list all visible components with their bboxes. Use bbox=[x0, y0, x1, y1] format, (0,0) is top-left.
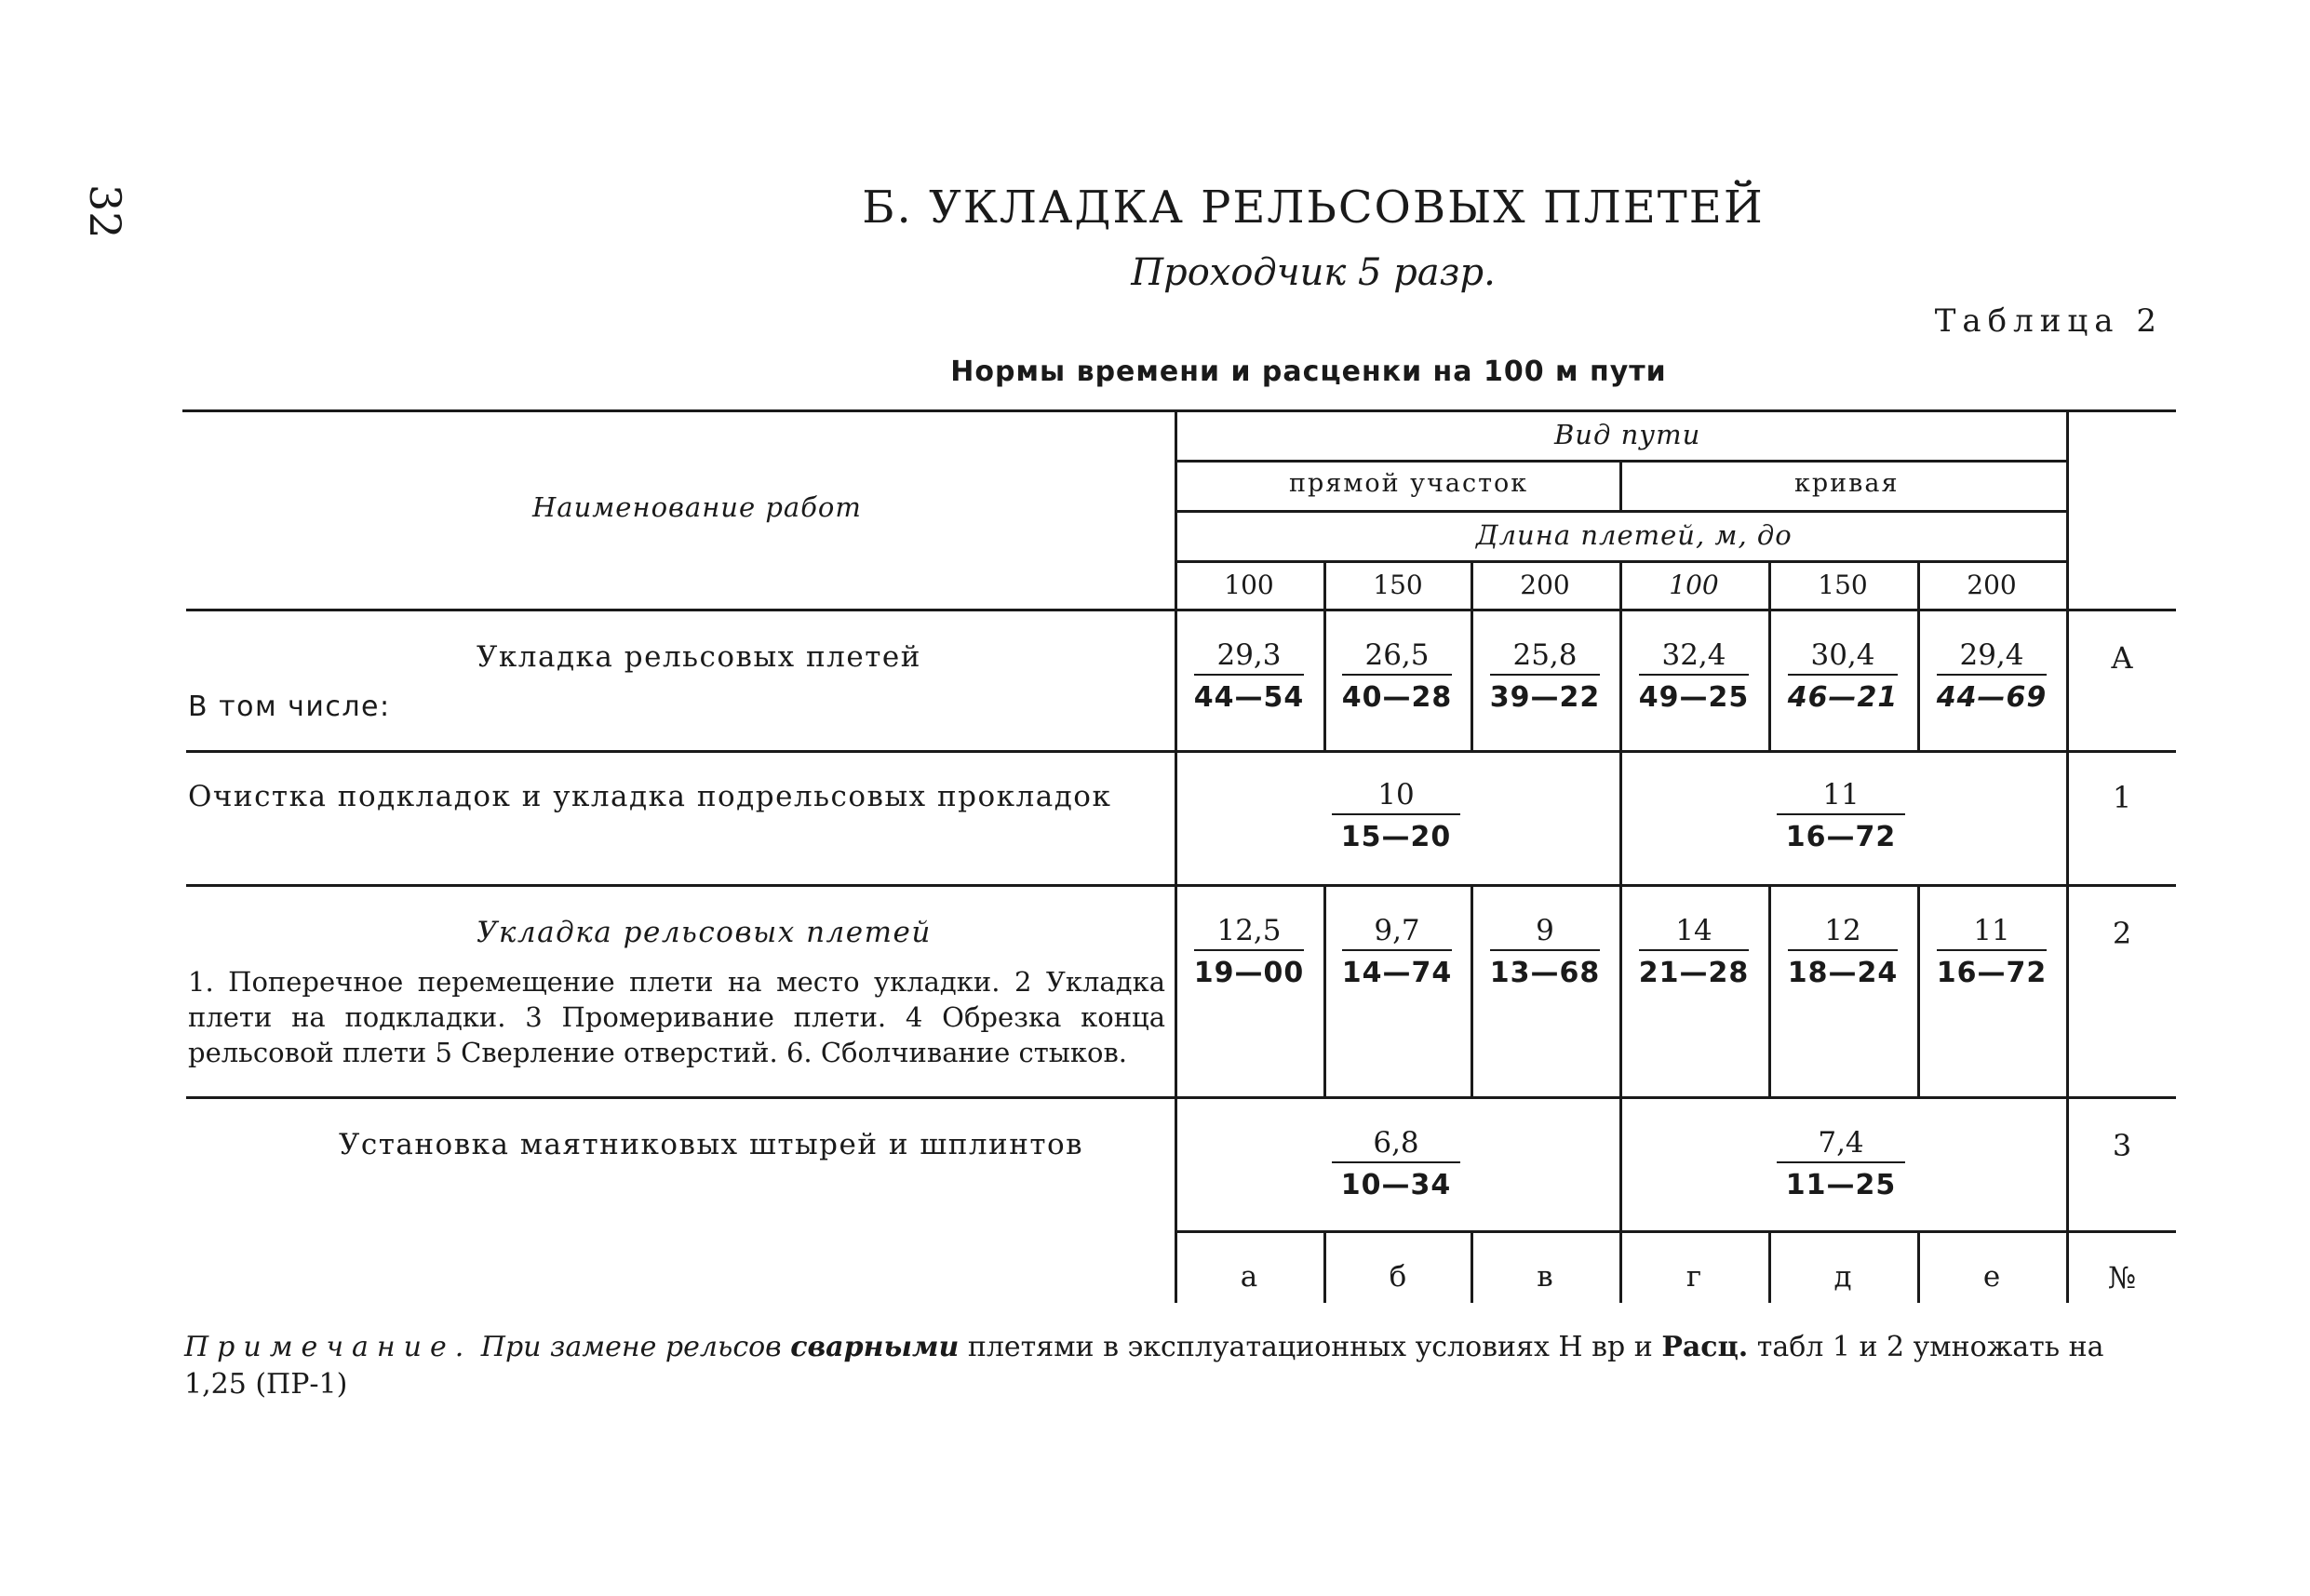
row-a-name: Укладка рельсовых плетей bbox=[477, 640, 921, 674]
row-2-value: 9,7 14—74 bbox=[1341, 914, 1453, 989]
length-value: 200 bbox=[1967, 570, 2017, 600]
column-letter: е bbox=[1982, 1260, 2001, 1294]
column-letter: а bbox=[1240, 1260, 1258, 1294]
row-1-curve-value: 11 16—72 bbox=[1776, 778, 1906, 853]
header-straight: прямой участок bbox=[1289, 469, 1529, 498]
header-track-type: Вид пути bbox=[1554, 419, 1701, 450]
header-work-name: Наименование работ bbox=[532, 491, 862, 523]
row-a-subheading: В том числе: bbox=[188, 691, 391, 723]
number-sign: № bbox=[2107, 1260, 2137, 1295]
header-rule-2 bbox=[1175, 510, 2068, 513]
table-label: Таблица 2 bbox=[1934, 302, 2163, 340]
row-a-value: 30,4 46—21 bbox=[1787, 638, 1899, 714]
row-a-value: 29,3 44—54 bbox=[1193, 638, 1305, 714]
row-a-mark: А bbox=[2110, 640, 2134, 676]
length-value: 150 bbox=[1818, 570, 1868, 600]
row-3-curve-value: 7,4 11—25 bbox=[1776, 1126, 1906, 1201]
col-line-v bbox=[1471, 884, 1473, 1096]
row-3-mark: 3 bbox=[2112, 1128, 2132, 1163]
row-2-value: 14 21—28 bbox=[1638, 914, 1750, 989]
row-1-straight-value: 10 15—20 bbox=[1331, 778, 1461, 853]
col-line-mark bbox=[2066, 409, 2069, 1303]
length-value: 150 bbox=[1373, 570, 1423, 600]
row-a-value: 26,5 40—28 bbox=[1341, 638, 1453, 714]
col-line-main bbox=[1175, 409, 1177, 1303]
row-2-value: 12 18—24 bbox=[1787, 914, 1899, 989]
row-a-value: 32,4 49—25 bbox=[1638, 638, 1750, 714]
note-text: сварными bbox=[790, 1331, 960, 1363]
row-2-mark: 2 bbox=[2112, 916, 2132, 951]
note-text: табл 1 и 2 умножать на 1,25 (ПР-1) bbox=[184, 1331, 2104, 1401]
col-line-b bbox=[1323, 884, 1326, 1096]
column-letter: г bbox=[1685, 1260, 1702, 1294]
row-3-straight-value: 6,8 10—34 bbox=[1331, 1126, 1461, 1201]
header-curve: кривая bbox=[1794, 469, 1900, 498]
note-text: При замене рельсов bbox=[480, 1331, 782, 1363]
table-note bbox=[184, 1329, 2169, 1403]
col-line-straight-curve bbox=[1619, 560, 1622, 1303]
row-2-description: 1. Поперечное перемещение плети на место укладки. 2 Укладка плети на подкладки. 3 Промеривание плети. 4 Обрезка конца рельсовой плети 5 Сверление отверстий. 6. Сболчивание стыков. bbox=[188, 966, 1165, 1068]
col-line-e bbox=[1917, 884, 1920, 1096]
length-value: 100 bbox=[1669, 570, 1719, 600]
length-value: 200 bbox=[1520, 570, 1570, 600]
col-line-straight-curve bbox=[1619, 460, 1622, 510]
column-letter: д bbox=[1833, 1260, 1852, 1294]
header-rail-length: Длина плетей, м, до bbox=[1476, 519, 1793, 551]
header-bottom-rule bbox=[186, 609, 2176, 611]
row-1-mark: 1 bbox=[2112, 780, 2132, 815]
section-title: Б. УКЛАДКА РЕЛЬСОВЫХ ПЛЕТЕЙ bbox=[862, 181, 1765, 234]
note-text: плетями в эксплуатационных условиях Н вр и bbox=[967, 1331, 1653, 1363]
column-letter: б bbox=[1389, 1260, 1407, 1294]
row-a-value: 29,4 44—69 bbox=[1936, 638, 2048, 714]
column-letter: в bbox=[1537, 1260, 1553, 1294]
row-rule-2 bbox=[186, 884, 2176, 887]
col-line-d bbox=[1768, 884, 1771, 1096]
note-label: Примечание. bbox=[184, 1331, 473, 1363]
length-value: 100 bbox=[1224, 570, 1274, 600]
row-a-value: 25,8 39—22 bbox=[1489, 638, 1601, 714]
row-rule-3 bbox=[186, 1096, 2176, 1099]
note-text: Расц. bbox=[1661, 1331, 1749, 1363]
table-caption: Нормы времени и расценки на 100 м пути bbox=[950, 355, 1667, 388]
row-rule-1 bbox=[186, 750, 2176, 753]
table-top-rule bbox=[182, 409, 2176, 412]
row-2-name: Укладка рельсовых плетей bbox=[477, 916, 932, 949]
row-2-value: 9 13—68 bbox=[1489, 914, 1601, 989]
row-3-name: Установка маятниковых штырей и шплинтов bbox=[339, 1128, 1084, 1161]
row-2-value: 12,5 19—00 bbox=[1193, 914, 1305, 989]
row-2-value: 11 16—72 bbox=[1936, 914, 2048, 989]
row-1-name: Очистка подкладок и укладка подрельсовых прокладок bbox=[188, 780, 1112, 813]
page-number: 32 bbox=[80, 184, 130, 239]
worker-grade: Проходчик 5 разр. bbox=[1131, 251, 1496, 294]
